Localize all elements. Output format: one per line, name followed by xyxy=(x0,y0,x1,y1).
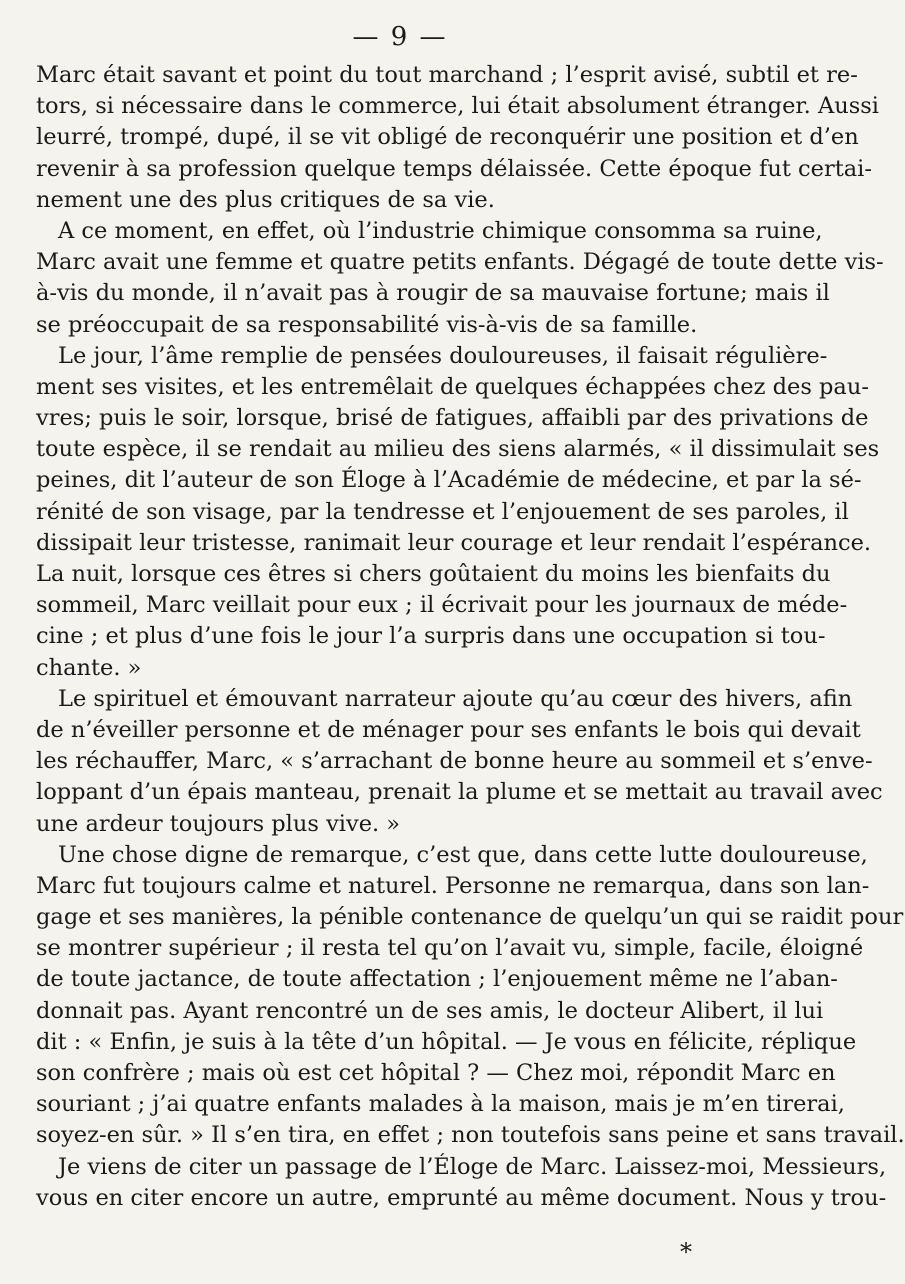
text-line: Marc avait une femme et quatre petits enfants. Dégagé de toute dette vis- xyxy=(36,249,884,276)
text-line: souriant ; j’ai quatre enfants malades à la maison, mais je m’en tirerai, xyxy=(36,1091,845,1118)
text-line: dissipait leur tristesse, ranimait leur courage et leur rendait l’espérance. xyxy=(36,529,872,556)
text-line: cine ; et plus d’une fois le jour l’a surpris dans une occupation si tou- xyxy=(36,623,826,650)
text-line: rénité de son visage, par la tendresse et l’enjouement de ses paroles, il xyxy=(36,498,849,525)
text-line: ment ses visites, et les entremêlait de quelques échappées chez des pau- xyxy=(36,373,869,400)
text-line: une ardeur toujours plus vive. » xyxy=(36,810,401,837)
text-line: A ce moment, en effet, où l’industrie chimique consomma sa ruine, xyxy=(58,217,823,244)
text-line: Une chose digne de remarque, c’est que, dans cette lutte douloureuse, xyxy=(58,841,868,868)
text-line: vous en citer encore un autre, emprunté au même document. Nous y trou- xyxy=(36,1184,887,1211)
text-line: se montrer supérieur ; il resta tel qu’on l’avait vu, simple, facile, éloigné xyxy=(36,935,864,962)
text-line: vres; puis le soir, lorsque, brisé de fatigues, affaibli par des privations de xyxy=(36,405,869,432)
text-line: soyez-en sûr. » Il s’en tira, en effet ; non toutefois sans peine et sans travail. xyxy=(36,1122,905,1149)
text-line: de toute jactance, de toute affectation ; l’enjouement même ne l’aban- xyxy=(36,966,838,993)
text-line: Marc était savant et point du tout marchand ; l’esprit avisé, subtil et re- xyxy=(36,62,858,88)
text-line: gage et ses manières, la pénible contenance de quelqu’un qui se raidit pour xyxy=(36,904,904,931)
text-line: nement une des plus critiques de sa vie. xyxy=(36,186,495,213)
text-line: revenir à sa profession quelque temps délaissée. Cette époque fut certai- xyxy=(36,155,872,182)
text-line: les réchauffer, Marc, « s’arrachant de bonne heure au sommeil et s’enve- xyxy=(36,748,873,775)
text-line: son confrère ; mais où est cet hôpital ? — Chez moi, répondit Marc en xyxy=(36,1060,836,1086)
text-line: leurré, trompé, dupé, il se vit obligé de reconquérir une position et d’en xyxy=(36,124,859,151)
text-line: dit : « Enfin, je suis à la tête d’un hôpital. — Je vous en félicite, réplique xyxy=(36,1028,857,1055)
text-line: sommeil, Marc veillait pour eux ; il écrivait pour les journaux de méde- xyxy=(36,592,848,619)
text-line: Je viens de citer un passage de l’Éloge de Marc. Laissez-moi, Messieurs, xyxy=(58,1153,887,1180)
text-line: Le spirituel et émouvant narrateur ajoute qu’au cœur des hivers, afin xyxy=(58,685,853,712)
body-text xyxy=(36,60,905,1214)
signature-mark: * xyxy=(680,1238,692,1266)
text-line: Marc fut toujours calme et naturel. Personne ne remarqua, dans son lan- xyxy=(36,872,870,899)
text-line: tors, si nécessaire dans le commerce, lui était absolument étranger. Aussi xyxy=(36,93,880,120)
text-line: donnait pas. Ayant rencontré un de ses amis, le docteur Alibert, il lui xyxy=(36,997,824,1024)
text-line: loppant d’un épais manteau, prenait la plume et se mettait au travail avec xyxy=(36,779,883,806)
text-line: de n’éveiller personne et de ménager pour ses enfants le bois qui devait xyxy=(36,716,861,743)
text-line: à-vis du monde, il n’avait pas à rougir de sa mauvaise fortune; mais il xyxy=(36,280,830,307)
text-line: toute espèce, il se rendait au milieu des siens alarmés, « il dissimulait ses xyxy=(36,436,880,463)
text-line: chante. » xyxy=(36,654,142,681)
text-line: La nuit, lorsque ces êtres si chers goûtaient du moins les bienfaits du xyxy=(36,561,831,587)
text-line: se préoccupait de sa responsabilité vis-à-vis de sa famille. xyxy=(36,311,698,338)
text-line: Le jour, l’âme remplie de pensées douloureuses, il faisait régulière- xyxy=(58,342,828,369)
text-line: peines, dit l’auteur de son Éloge à l’Académie de médecine, et par la sé- xyxy=(36,467,862,494)
page-number: — 9 — xyxy=(352,22,448,52)
